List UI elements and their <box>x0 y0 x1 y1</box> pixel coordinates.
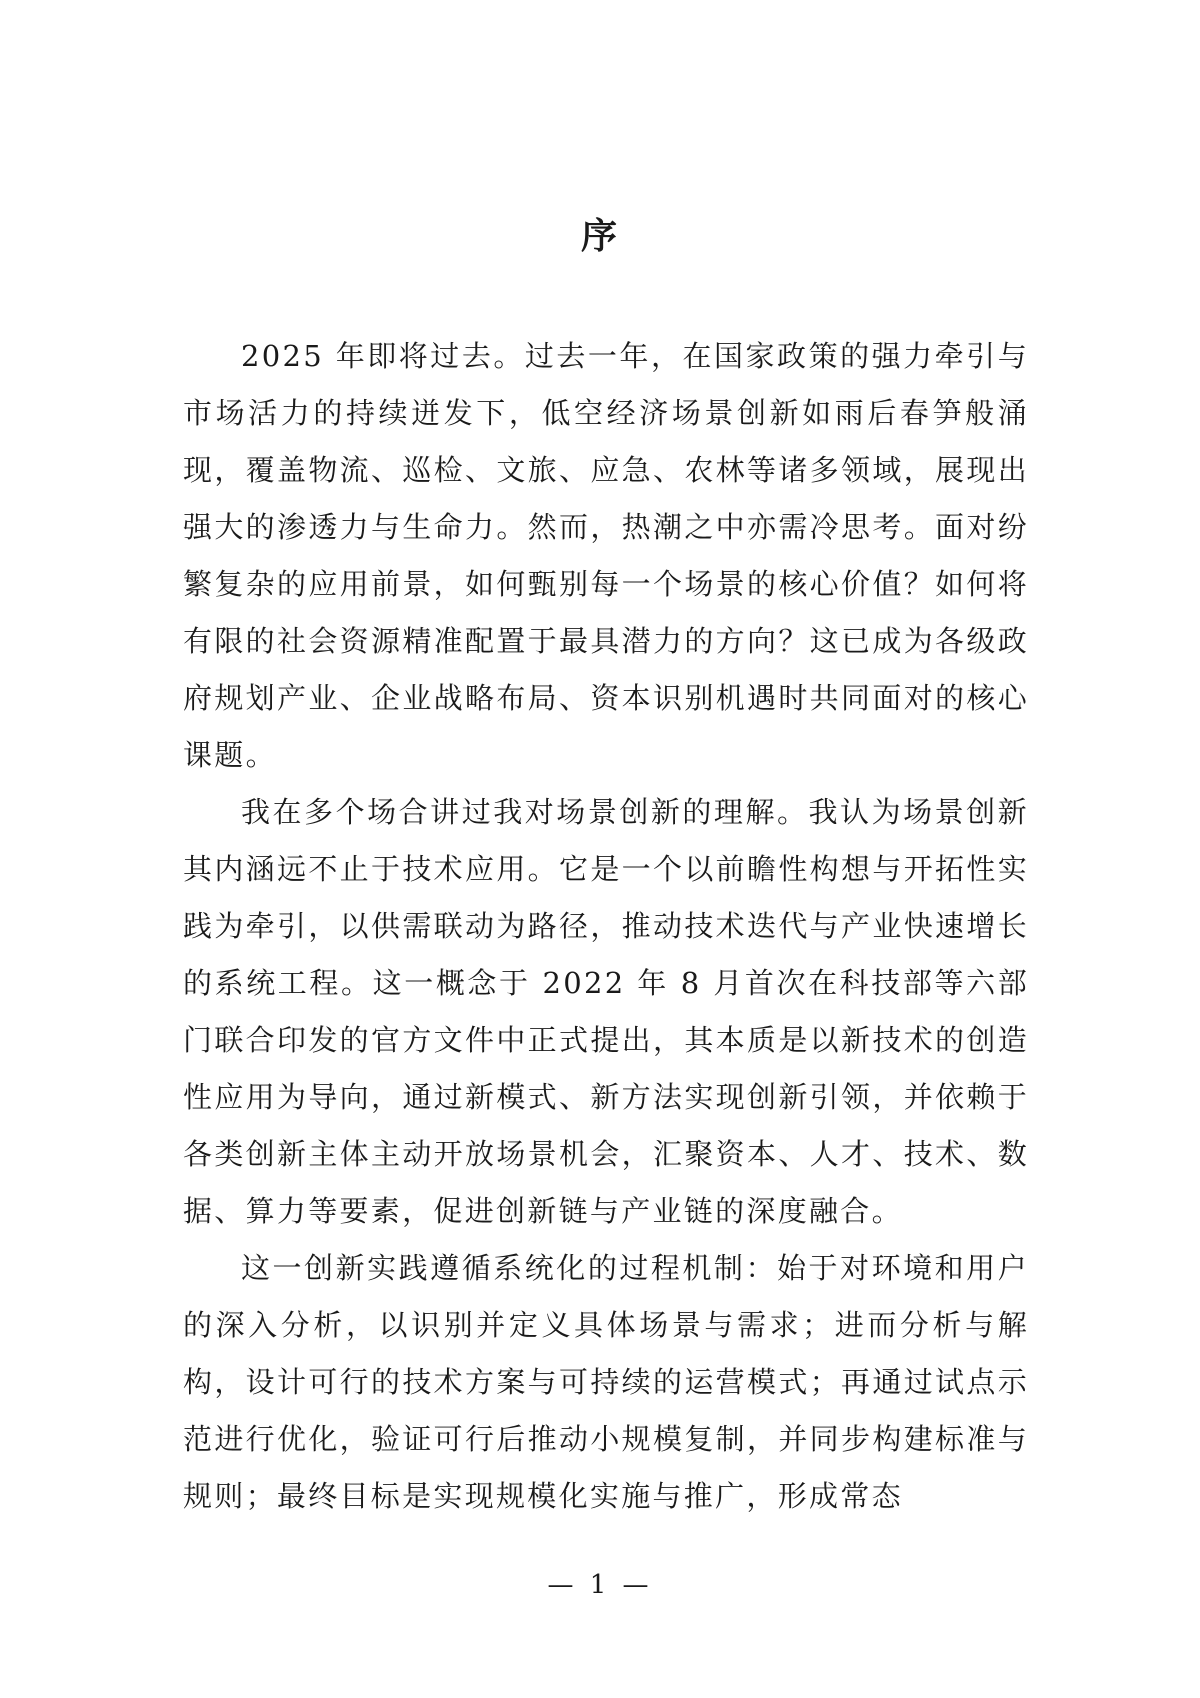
paragraph-1: 2025 年即将过去。过去一年，在国家政策的强力牵引与市场活力的持续迸发下，低空经济场景创新如雨后春笋般涌现，覆盖物流、巡检、文旅、应急、农林等诸多领域，展现出强大的渗透力与生命力。然而，热潮之中亦需冷思考。面对纷繁复杂的应用前景，如何甄别每一个场景的核心价值？如何将有限的社会资源精准配置于最具潜力的方向？这已成为各级政府规划产业、企业战略布局、资本识别机遇时共同面对的核心课题。 <box>183 339 1029 772</box>
paragraph-2: 我在多个场合讲过我对场景创新的理解。我认为场景创新其内涵远不止于技术应用。它是一个以前瞻性构想与开拓性实践为牵引，以供需联动为路径，推动技术迭代与产业快速增长的系统工程。这一概念于 2022 年 8 月首次在科技部等六部门联合印发的官方文件中正式提出，其本质是以新技术的创造性应用为导向，通过新模式、新方法实现创新引领，并依赖于各类创新主体主动开放场景机会，汇聚资本、人才、技术、数据、算力等要素，促进创新链与产业链的深度融合。 <box>183 795 1029 1228</box>
page-number: — 1 — <box>547 1570 653 1600</box>
document-body <box>183 328 1029 1525</box>
page-title: 序 <box>580 215 619 257</box>
paragraph-3: 这一创新实践遵循系统化的过程机制：始于对环境和用户的深入分析，以识别并定义具体场景与需求；进而分析与解构，设计可行的技术方案与可持续的运营模式；再通过试点示范进行优化，验证可行后推动小规模复制，并同步构建标准与规则；最终目标是实现规模化实施与推广，形成常态 <box>183 1251 1029 1513</box>
